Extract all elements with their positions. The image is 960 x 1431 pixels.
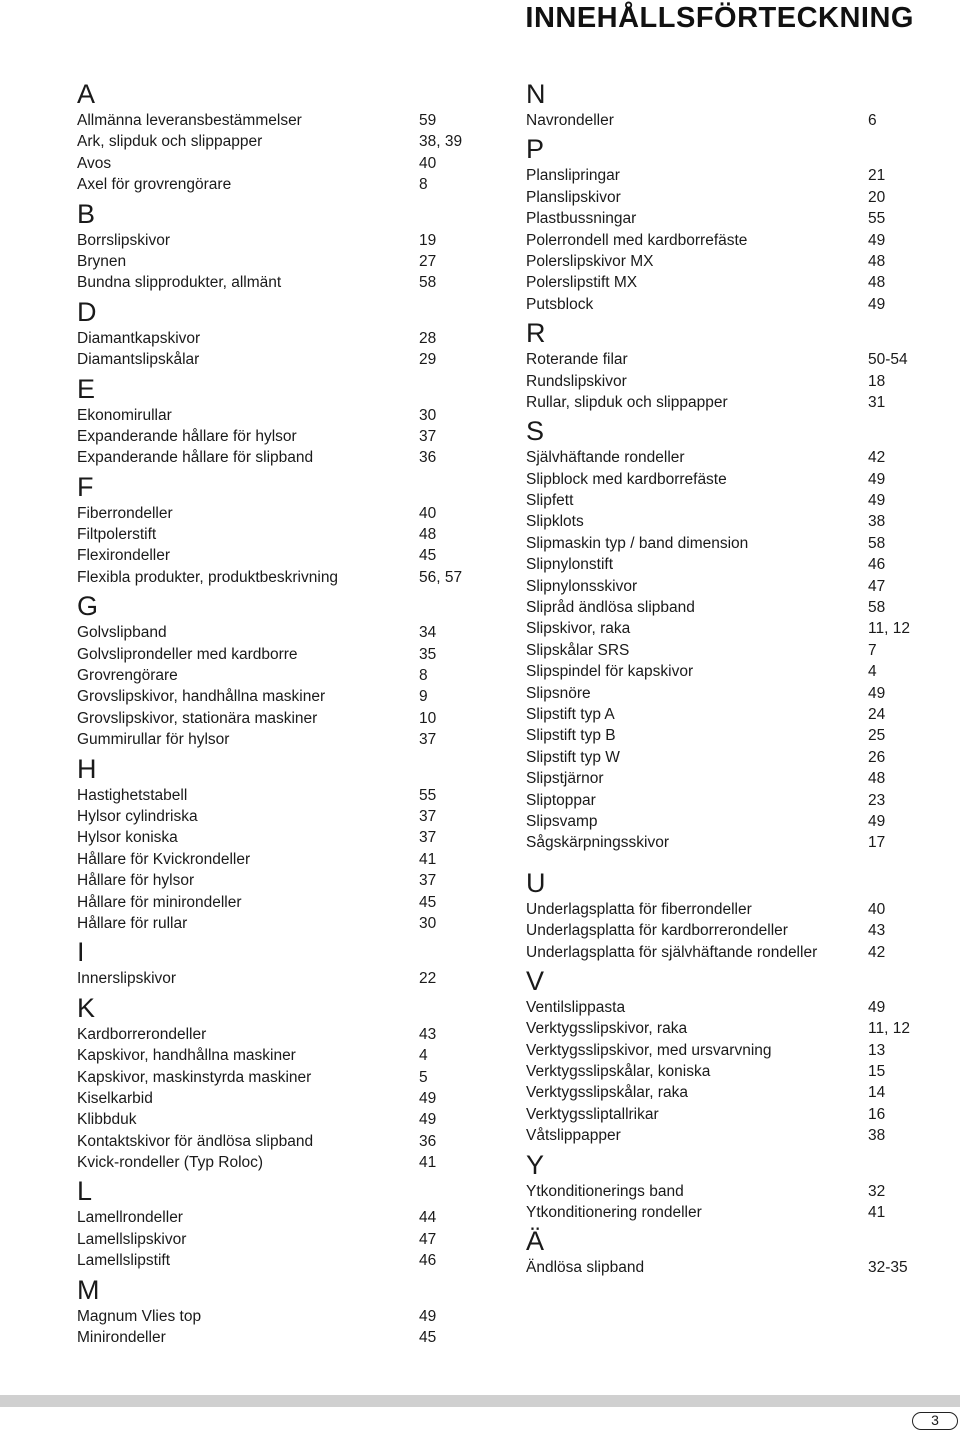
index-entry — [77, 272, 477, 293]
index-entry-page: 43 — [868, 922, 886, 940]
index-entry — [526, 1104, 926, 1125]
index-entry — [77, 567, 477, 588]
index-entry — [526, 490, 926, 511]
index-entry-label: Hållare för Kvickrondeller — [77, 850, 251, 868]
index-entry-label: Slipklots — [526, 513, 584, 531]
index-entry-label: Planslipringar — [526, 167, 620, 185]
index-entry-label: Expanderande hållare för hylsor — [77, 427, 297, 445]
index-entry — [526, 294, 926, 315]
index-entry-page: 48 — [868, 770, 886, 788]
index-entry — [526, 349, 926, 370]
index-entry-label: Polerslipskivor MX — [526, 252, 654, 270]
index-entry-page: 13 — [868, 1041, 886, 1059]
index-entry-page: 58 — [868, 534, 886, 552]
index-entry — [77, 1045, 477, 1066]
index-entry-page: 40 — [419, 154, 437, 172]
index-entry-label: Hållare för rullar — [77, 914, 188, 932]
index-entry-page: 49 — [868, 684, 886, 702]
index-entry — [77, 447, 477, 468]
index-entry-label: Expanderande hållare för slipband — [77, 449, 314, 467]
index-entry-page: 37 — [419, 807, 437, 825]
index-entry-page: 5 — [419, 1068, 428, 1086]
index-entry — [526, 392, 926, 413]
index-entry-page: 4 — [419, 1047, 428, 1065]
index-entry-page: 37 — [419, 829, 437, 847]
index-entry-label: Slipråd ändlösa slipband — [526, 599, 695, 617]
index-entry-label: Golvsliprondeller med kardborre — [77, 645, 298, 663]
section-letter: M — [77, 1274, 100, 1305]
index-entry-label: Hastighetstabell — [77, 786, 188, 804]
index-entry — [77, 622, 477, 643]
index-entry — [77, 968, 477, 989]
index-entry-page: 48 — [868, 252, 886, 270]
index-entry — [526, 1181, 926, 1202]
index-entry — [526, 920, 926, 941]
index-entry-label: Verktygsslipskålar, koniska — [526, 1063, 711, 1081]
index-entry-label: Polerslipstift MX — [526, 274, 638, 292]
index-entry — [526, 208, 926, 229]
index-entry-label: Slipspindel för kapskivor — [526, 663, 694, 681]
index-column-left — [77, 76, 477, 1348]
index-entry-page: 30 — [419, 406, 437, 424]
index-entry-page: 37 — [419, 427, 437, 445]
index-entry-page: 27 — [419, 252, 437, 270]
index-entry-page: 31 — [868, 393, 886, 411]
index-entry — [526, 469, 926, 490]
index-entry-page: 32 — [868, 1182, 886, 1200]
index-entry-page: 38 — [868, 513, 886, 531]
index-entry-page: 45 — [419, 1329, 437, 1347]
section-letter: E — [77, 373, 96, 404]
index-entry-label: Ark, slipduk och slippapper — [77, 133, 263, 151]
index-entry-label: Kvick-rondeller (Typ Roloc) — [77, 1154, 264, 1172]
index-entry-label: Kapskivor, handhållna maskiner — [77, 1047, 296, 1065]
index-entry-label: Rullar, slipduk och slippapper — [526, 393, 728, 411]
index-entry-page: 9 — [419, 688, 428, 706]
index-entry — [526, 187, 926, 208]
index-entry — [77, 686, 477, 707]
section-letter: K — [77, 992, 96, 1023]
index-entry — [77, 729, 477, 750]
index-entry-label: Verktygsslipskivor, med ursvarvning — [526, 1041, 772, 1059]
index-entry-page: 40 — [868, 900, 886, 918]
index-entry — [77, 1152, 477, 1173]
index-entry-label: Våtslippapper — [526, 1127, 621, 1145]
index-entry-label: Diamantslipskålar — [77, 351, 200, 369]
section-letter: R — [526, 318, 546, 349]
index-entry-label: Lamellslipstift — [77, 1252, 171, 1270]
index-entry-label: Slipskivor, raka — [526, 620, 631, 638]
index-entry — [526, 832, 926, 853]
index-entry — [77, 849, 477, 870]
index-entry-page: 38 — [868, 1127, 886, 1145]
index-entry — [77, 328, 477, 349]
index-entry — [77, 827, 477, 848]
index-entry-label: Magnum Vlies top — [77, 1307, 202, 1325]
index-entry-label: Kiselkarbid — [77, 1089, 153, 1107]
index-entry-page: 11, 12 — [868, 1020, 910, 1038]
index-entry — [526, 618, 926, 639]
index-entry — [77, 153, 477, 174]
index-entry-page: 49 — [419, 1111, 437, 1129]
index-entry-label: Slipskålar SRS — [526, 641, 630, 659]
index-entry-page: 18 — [868, 372, 886, 390]
index-entry-page: 55 — [868, 210, 886, 228]
index-entry-page: 46 — [868, 556, 886, 574]
index-entry-page: 8 — [419, 667, 428, 685]
index-entry-page: 49 — [868, 998, 886, 1016]
section-letter: H — [77, 753, 97, 784]
index-entry-page: 15 — [868, 1063, 886, 1081]
index-entry-page: 14 — [868, 1084, 886, 1102]
index-entry-label: Underlagsplatta för fiberrondeller — [526, 900, 752, 918]
index-entry-page: 25 — [868, 727, 886, 745]
index-entry-page: 10 — [419, 709, 437, 727]
index-entry-page: 48 — [868, 274, 886, 292]
index-entry-page: 56, 57 — [419, 568, 463, 586]
section-letter: Y — [526, 1149, 545, 1180]
index-entry-label: Avos — [77, 154, 112, 172]
footer-bar — [0, 1395, 960, 1407]
index-entry — [77, 1250, 477, 1271]
index-entry-page: 4 — [868, 663, 877, 681]
index-entry-label: Kapskivor, maskinstyrda maskiner — [77, 1068, 312, 1086]
section-letter: S — [526, 416, 545, 447]
index-entry-label: Ekonomirullar — [77, 406, 172, 424]
index-entry-page: 26 — [868, 748, 886, 766]
index-entry — [77, 426, 477, 447]
index-entry — [77, 892, 477, 913]
index-entry — [526, 768, 926, 789]
index-entry — [526, 1082, 926, 1103]
index-entry — [526, 1018, 926, 1039]
index-entry — [526, 1061, 926, 1082]
section-letter: P — [526, 134, 545, 165]
index-entry-page: 38, 39 — [419, 133, 463, 151]
index-entry-label: Underlagsplatta för självhäftande rondeller — [526, 943, 818, 961]
index-entry-label: Grovslipskivor, stationära maskiner — [77, 709, 318, 727]
index-entry-label: Kontaktskivor för ändlösa slipband — [77, 1132, 314, 1150]
index-entry-label: Hållare för hylsor — [77, 872, 195, 890]
index-entry-page: 35 — [419, 645, 437, 663]
index-entry-page: 45 — [419, 893, 437, 911]
index-entry — [526, 447, 926, 468]
index-entry — [77, 1088, 477, 1109]
index-entry-label: Golvslipband — [77, 624, 167, 642]
index-entry — [77, 1131, 477, 1152]
index-entry-page: 21 — [868, 167, 886, 185]
index-entry — [77, 503, 477, 524]
index-entry-label: Allmänna leveransbestämmelser — [77, 112, 302, 129]
index-entry-label: Ytkonditionering rondeller — [526, 1204, 702, 1222]
index-entry — [77, 1306, 477, 1327]
index-entry-page: 47 — [868, 577, 886, 595]
index-entry-label: Slipstjärnor — [526, 770, 604, 788]
section-letter: N — [526, 79, 546, 109]
index-entry — [526, 110, 926, 131]
index-entry-label: Sliptoppar — [526, 791, 596, 809]
index-entry-label: Innerslipskivor — [77, 970, 177, 988]
index-entry-page: 20 — [868, 188, 886, 206]
index-entry — [526, 747, 926, 768]
index-entry-page: 47 — [419, 1230, 437, 1248]
index-entry-label: Navrondeller — [526, 112, 614, 129]
index-entry-page: 49 — [868, 492, 886, 510]
index-entry-label: Underlagsplatta för kardborrerondeller — [526, 922, 788, 940]
index-entry — [526, 371, 926, 392]
index-entry — [77, 1229, 477, 1250]
index-column-right — [526, 76, 926, 1279]
section-letter: V — [526, 965, 545, 996]
index-entry-label: Slipblock med kardborrefäste — [526, 470, 727, 488]
index-entry-page: 41 — [868, 1204, 886, 1222]
index-entry-page: 36 — [419, 1132, 437, 1150]
index-entry — [77, 806, 477, 827]
index-entry — [77, 524, 477, 545]
index-entry-page: 34 — [419, 624, 437, 642]
index-entry-page: 49 — [868, 470, 886, 488]
index-entry — [526, 811, 926, 832]
index-entry-label: Slipfett — [526, 492, 574, 510]
index-entry — [77, 785, 477, 806]
index-entry — [526, 997, 926, 1018]
index-entry-label: Verktygsslipskivor, raka — [526, 1020, 688, 1038]
index-entry-page: 24 — [868, 705, 886, 723]
index-entry-label: Slipnylonsskivor — [526, 577, 638, 595]
index-entry — [77, 1024, 477, 1045]
index-entry-label: Slipstift typ W — [526, 748, 620, 766]
index-entry-label: Lamellslipskivor — [77, 1230, 187, 1248]
index-entry — [526, 1040, 926, 1061]
index-entry-label: Borrslipskivor — [77, 231, 171, 249]
index-entry-label: Axel för grovrengörare — [77, 176, 232, 194]
index-entry-page: 44 — [419, 1209, 437, 1227]
index-entry — [77, 665, 477, 686]
index-entry — [526, 1257, 926, 1278]
index-entry — [526, 725, 926, 746]
index-entry-label: Sågskärpningsskivor — [526, 834, 670, 852]
index-entry-page: 55 — [419, 786, 437, 804]
index-entry — [77, 110, 477, 131]
index-entry-page: 36 — [419, 449, 437, 467]
index-entry — [526, 942, 926, 963]
index-entry-page: 59 — [419, 112, 437, 129]
index-entry-page: 42 — [868, 449, 886, 467]
index-entry — [526, 1125, 926, 1146]
index-entry-label: Slipsvamp — [526, 812, 598, 830]
index-entry-page: 45 — [419, 547, 437, 565]
index-entry — [77, 545, 477, 566]
index-entry-page: 8 — [419, 176, 428, 194]
index-entry-page: 49 — [868, 231, 886, 249]
index-entry-label: Hållare för minirondeller — [77, 893, 242, 911]
section-letter: F — [77, 471, 94, 502]
index-entry-page: 23 — [868, 791, 886, 809]
index-entry-label: Ytkonditionerings band — [526, 1182, 684, 1200]
index-entry-page: 40 — [419, 504, 437, 522]
index-entry-page: 11, 12 — [868, 620, 910, 638]
index-entry-page: 49 — [419, 1307, 437, 1325]
index-entry — [526, 790, 926, 811]
section-letter: L — [77, 1176, 93, 1207]
index-entry-label: Plastbussningar — [526, 210, 637, 228]
index-entry — [526, 554, 926, 575]
index-entry-page: 7 — [868, 641, 877, 659]
index-entry — [77, 913, 477, 934]
index-entry-page: 58 — [868, 599, 886, 617]
section-letter: I — [77, 937, 85, 968]
index-entry-label: Roterande filar — [526, 351, 628, 369]
index-entry — [526, 230, 926, 251]
index-entry-page: 22 — [419, 970, 437, 988]
index-entry — [77, 174, 477, 195]
index-entry — [526, 704, 926, 725]
index-entry-page: 49 — [868, 295, 886, 313]
index-entry — [526, 899, 926, 920]
section-letter: A — [77, 79, 96, 109]
index-entry — [526, 1202, 926, 1223]
section-letter: U — [526, 867, 546, 898]
index-entry-label: Klibbduk — [77, 1111, 137, 1129]
index-entry — [77, 349, 477, 370]
index-entry-label: Självhäftande rondeller — [526, 449, 685, 467]
index-entry-label: Slipstift typ B — [526, 727, 616, 745]
index-entry-page: 49 — [419, 1089, 437, 1107]
index-entry — [77, 131, 477, 152]
index-entry-page: 37 — [419, 872, 437, 890]
index-entry-label: Bundna slipprodukter, allmänt — [77, 274, 282, 292]
index-entry-label: Grovslipskivor, handhållna maskiner — [77, 688, 326, 706]
section-letter: D — [77, 296, 97, 327]
index-entry — [77, 1327, 477, 1348]
index-entry-label: Slipsnöre — [526, 684, 591, 702]
index-entry-label: Filtpolerstift — [77, 526, 157, 544]
index-entry — [526, 165, 926, 186]
index-entry-page: 37 — [419, 731, 437, 749]
index-entry-page: 43 — [419, 1025, 437, 1043]
index-entry-page: 17 — [868, 834, 886, 852]
index-entry-page: 6 — [868, 112, 877, 129]
index-entry-label: Slipmaskin typ / band dimension — [526, 534, 749, 552]
index-entry-page: 42 — [868, 943, 886, 961]
index-entry — [526, 683, 926, 704]
index-entry — [77, 1067, 477, 1088]
index-entry-page: 19 — [419, 231, 437, 249]
page-number: 3 — [912, 1412, 958, 1430]
index-entry-page: 50-54 — [868, 351, 908, 369]
index-entry-label: Planslipskivor — [526, 188, 621, 206]
index-entry-label: Flexirondeller — [77, 547, 171, 565]
index-entry — [77, 405, 477, 426]
section-letter: Ä — [526, 1226, 545, 1257]
index-entry-page: 41 — [419, 850, 437, 868]
index-entry-label: Minirondeller — [77, 1329, 166, 1347]
index-entry — [526, 511, 926, 532]
index-entry-label: Ändlösa slipband — [526, 1259, 645, 1277]
index-entry — [526, 533, 926, 554]
index-entry-page: 28 — [419, 329, 437, 347]
index-entry-page: 46 — [419, 1252, 437, 1270]
index-entry-page: 16 — [868, 1105, 886, 1123]
index-entry-label: Verktygsslipskålar, raka — [526, 1084, 688, 1102]
index-entry-label: Fiberrondeller — [77, 504, 173, 522]
index-entry-label: Flexibla produkter, produktbeskrivning — [77, 568, 339, 586]
index-entry-label: Ventilslippasta — [526, 998, 626, 1016]
index-entry-page: 30 — [419, 914, 437, 932]
index-entry-label: Rundslipskivor — [526, 372, 627, 390]
page-title: INNEHÅLLSFÖRTECKNING — [525, 2, 914, 34]
index-entry-label: Hylsor koniska — [77, 829, 178, 847]
index-entry-label: Putsblock — [526, 295, 594, 313]
index-entry — [526, 251, 926, 272]
index-entry — [77, 1207, 477, 1228]
index-entry-label: Slipnylonstift — [526, 556, 614, 574]
index-entry — [77, 644, 477, 665]
index-entry — [526, 597, 926, 618]
index-entry — [526, 272, 926, 293]
section-letter: G — [77, 591, 99, 622]
index-entry-label: Gummirullar för hylsor — [77, 731, 230, 749]
index-entry-label: Brynen — [77, 252, 127, 270]
index-entry — [526, 661, 926, 682]
index-entry-label: Slipstift typ A — [526, 705, 615, 723]
index-entry-label: Diamantkapskivor — [77, 329, 201, 347]
index-entry — [77, 1109, 477, 1130]
index-entry — [77, 870, 477, 891]
index-entry — [77, 251, 477, 272]
section-letter: B — [77, 198, 96, 229]
index-entry — [77, 230, 477, 251]
index-entry — [526, 576, 926, 597]
index-entry-page: 58 — [419, 274, 437, 292]
index-entry-page: 29 — [419, 351, 437, 369]
index-entry-page: 49 — [868, 812, 886, 830]
index-entry — [77, 708, 477, 729]
index-entry-page: 32-35 — [868, 1259, 908, 1277]
index-entry-page: 41 — [419, 1154, 437, 1172]
index-entry-label: Grovrengörare — [77, 667, 178, 685]
index-entry-label: Verktygssliptallrikar — [526, 1105, 659, 1123]
index-entry-page: 48 — [419, 526, 437, 544]
index-entry-label: Polerrondell med kardborrefäste — [526, 231, 748, 249]
index-entry-label: Hylsor cylindriska — [77, 807, 198, 825]
index-entry-label: Kardborrerondeller — [77, 1025, 207, 1043]
index-entry — [526, 640, 926, 661]
index-entry-label: Lamellrondeller — [77, 1209, 183, 1227]
